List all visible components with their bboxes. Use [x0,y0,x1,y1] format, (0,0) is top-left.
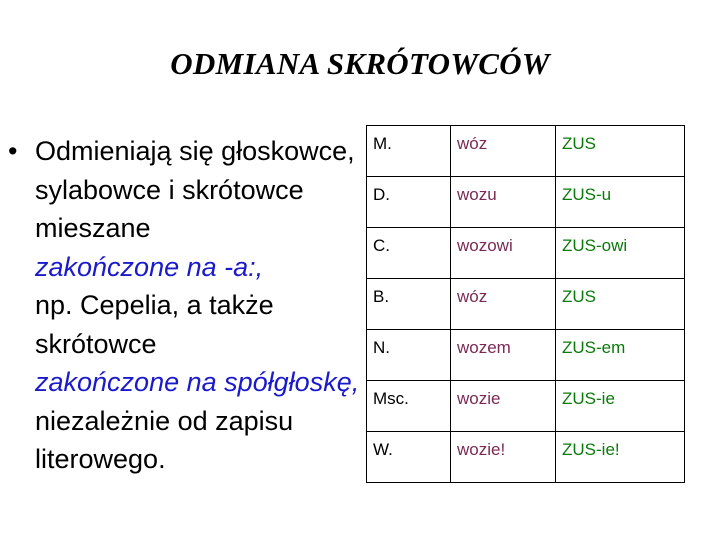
table-row [367,228,685,279]
case-cell: N. [367,330,451,381]
noun-cell: wozowi [451,228,556,279]
table-row [367,381,685,432]
bullet-text-outro: niezależnie od zapisu literowego. [35,405,294,474]
abbr-cell: ZUS-ie! [556,432,685,483]
abbr-cell: ZUS-owi [556,228,685,279]
abbr-cell: ZUS-u [556,177,685,228]
abbr-cell: ZUS-ie [556,381,685,432]
noun-cell: wóz [451,279,556,330]
noun-cell: wozie [451,381,556,432]
table-row [367,330,685,381]
noun-cell: wozem [451,330,556,381]
bullet-text [35,132,360,479]
bullet-highlight-consonant: zakończone na spółgłoskę, [35,367,360,397]
declension-table [366,125,685,483]
noun-cell: wozie! [451,432,556,483]
noun-cell: wozu [451,177,556,228]
bullet-highlight-ending-a: zakończone na -a:, [35,251,264,282]
bullet-icon: • [8,136,18,166]
case-cell: D. [367,177,451,228]
abbr-cell: ZUS [556,279,685,330]
table-row [367,126,685,177]
bullet-list [8,132,360,479]
abbr-cell: ZUS-em [556,330,685,381]
table-row [367,432,685,483]
table-row [367,177,685,228]
bullet-text-intro: Odmieniają się głoskowce, sylabowce i skrótowce mieszane [35,136,355,243]
bullet-text-example: np. Cepelia, a także skrótowce [35,290,274,359]
case-cell: W. [367,432,451,483]
case-cell: B. [367,279,451,330]
table-row [367,279,685,330]
case-cell: Msc. [367,381,451,432]
case-cell: M. [367,126,451,177]
case-cell: C. [367,228,451,279]
noun-cell: wóz [451,126,556,177]
slide-title: ODMIANA SKRÓTOWCÓW [170,46,550,81]
abbr-cell: ZUS [556,126,685,177]
